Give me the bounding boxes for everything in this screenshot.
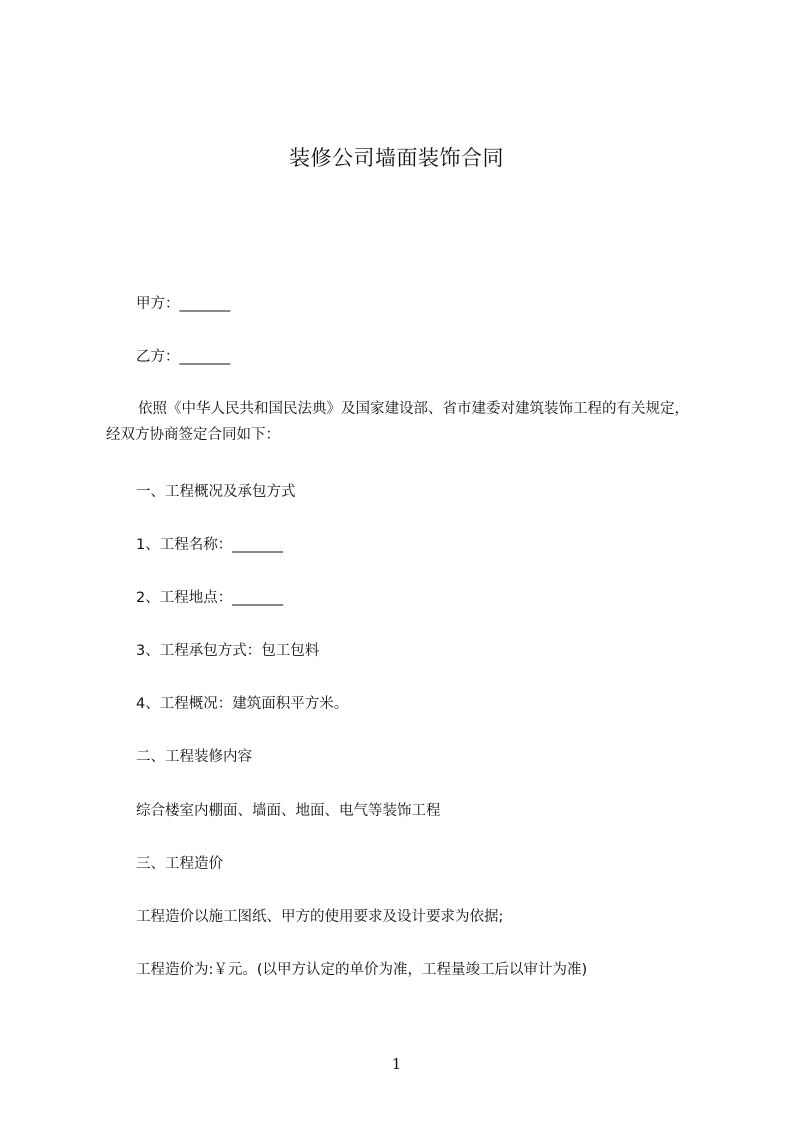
section1-heading: 一、工程概况及承包方式 [136, 484, 296, 500]
document-title: 装修公司墙面装饰合同 [289, 146, 504, 170]
section3-heading: 三、工程造价 [136, 856, 223, 872]
party-b-line: 乙方：_______ [136, 349, 231, 365]
section2-heading: 二、工程装修内容 [136, 749, 252, 765]
section2-body: 综合楼室内棚面、墙面、地面、电气等装饰工程 [136, 803, 441, 819]
item2-project-location: 2、工程地点：_______ [136, 590, 283, 606]
item3-contract-method: 3、工程承包方式：包工包料 [136, 643, 320, 659]
party-a-line: 甲方：_______ [136, 296, 231, 312]
section3-body-basis: 工程造价以施工图纸、甲方的使用要求及设计要求为依据; [136, 909, 504, 925]
page-number: 1 [391, 1055, 402, 1073]
item4-project-overview: 4、工程概况：建筑面积平方米。 [136, 696, 349, 712]
section3-body-price: 工程造价为:￥元。(以甲方认定的单价为准，工程量竣工后以审计为准) [136, 962, 588, 978]
intro-paragraph: 依照《中华人民共和国民法典》及国家建设部、省市建委对建筑装饰工程的有关规定，经双方协商签定合同如下： [106, 401, 689, 443]
item1-project-name: 1、工程名称：_______ [136, 537, 283, 553]
